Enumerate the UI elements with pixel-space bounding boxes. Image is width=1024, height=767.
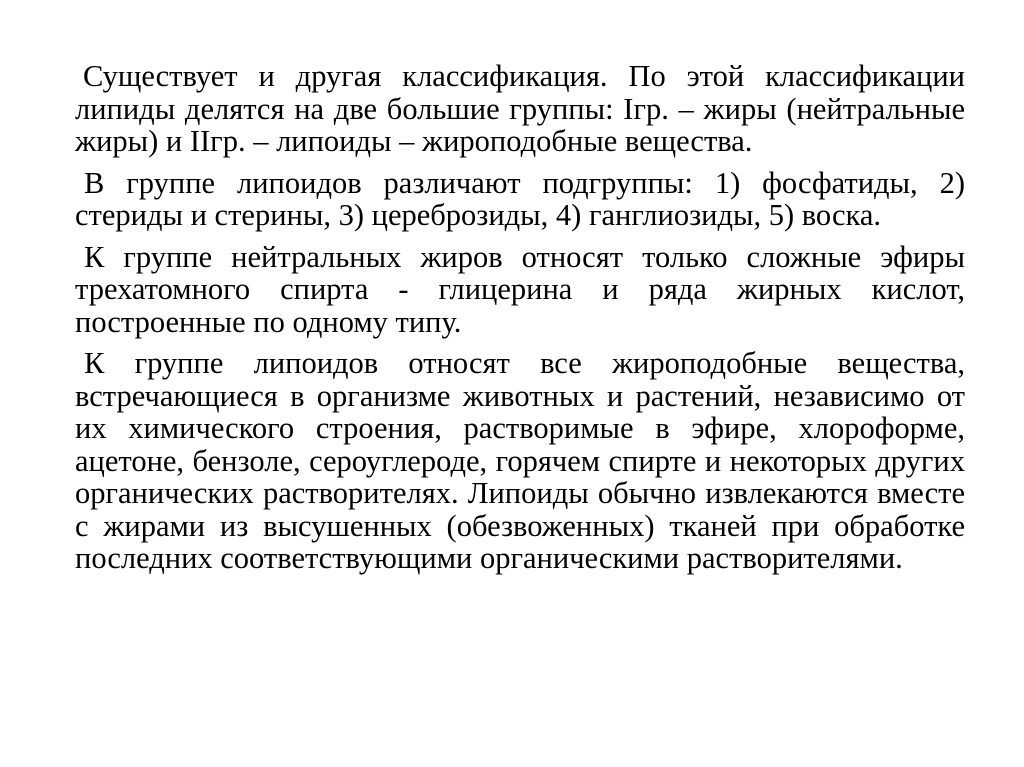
paragraph-lipoid-subgroups <box>75 167 965 232</box>
paragraph-text: Существует и другая классификация. По этой классификации липиды делятся на две большие группы: Iгр. – жиры (нейтральные жиры) и IIгр. – липоиды – жироподобные вещества. <box>75 59 965 158</box>
body-text <box>75 60 965 575</box>
paragraph-lipoids <box>75 347 965 575</box>
paragraph-text: К группе нейтральных жиров относят только сложные эфиры трехатомного спирта - глицерина и ряда жирных кислот, построенные по одному типу. <box>75 239 965 339</box>
paragraph-text: К группе липоидов относят все жироподобные вещества, встречающиеся в организме животных и растений, независимо от их химического строения, растворимые в эфире, хлороформе, ацетоне, бензоле, сероуглероде, горячем спирте и некоторых других органических растворителях. Липоиды обычно извлекаются вместе с жирами из высушенных (обезвоженных) тканей при обработке последних соответствующими органическими растворителями. <box>75 346 965 575</box>
paragraph-text: В группе липоидов различают подгруппы: 1) фосфатиды, 2) стериды и стерины, 3) цереброзиды, 4) ганглиозиды, 5) воска. <box>75 165 965 232</box>
paragraph-neutral-fats <box>75 241 965 339</box>
paragraph-classification <box>75 60 965 158</box>
